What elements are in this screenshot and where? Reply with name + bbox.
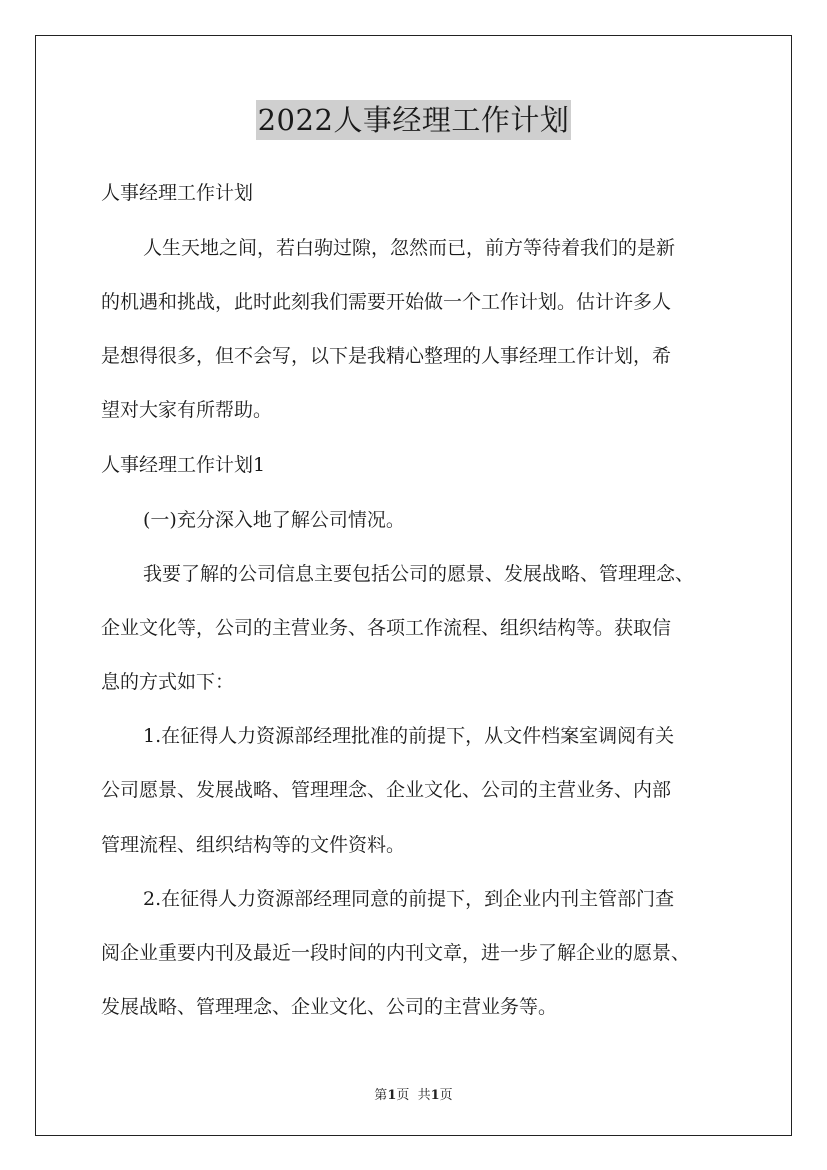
paragraph-line: 1.在征得人力资源部经理批准的前提下，从文件档案室调阅有关 — [143, 725, 675, 747]
paragraph-line: 发展战略、管理理念、企业文化、公司的主营业务等。 — [101, 996, 558, 1018]
paragraph-line: 是想得很多，但不会写，以下是我精心整理的人事经理工作计划，希 — [101, 345, 672, 367]
footer-page-number: 1 — [387, 1088, 397, 1103]
paragraph-line: 人生天地之间，若白驹过隙，忽然而已，前方等待着我们的是新 — [143, 237, 676, 259]
document-title: 2022人事经理工作计划 — [256, 100, 572, 140]
footer-suffix: 页 — [439, 1088, 453, 1103]
paragraph-line: 2.在征得人力资源部经理同意的前提下，到企业内刊主管部门查 — [143, 888, 675, 910]
paragraph-line: 望对大家有所帮助。 — [101, 399, 273, 421]
paragraph-line: 管理流程、组织结构等的文件资料。 — [101, 834, 406, 856]
section-heading: 人事经理工作计划1 — [101, 454, 266, 476]
footer-prefix: 第 — [374, 1088, 388, 1103]
footer-total-pages: 1 — [430, 1088, 440, 1103]
paragraph-line: 我要了解的公司信息主要包括公司的愿景、发展战略、管理理念、 — [143, 563, 695, 585]
paragraph-line: 企业文化等，公司的主营业务、各项工作流程、组织结构等。获取信 — [101, 617, 672, 639]
paragraph-line: 公司愿景、发展战略、管理理念、企业文化、公司的主营业务、内部 — [101, 779, 672, 801]
section-heading: 人事经理工作计划 — [101, 182, 254, 204]
paragraph-line: 息的方式如下： — [101, 671, 235, 693]
page-footer — [0, 1084, 827, 1103]
title-container — [0, 100, 827, 140]
footer-mid: 页 共 — [396, 1088, 431, 1103]
paragraph-line: 阅企业重要内刊及最近一段时间的内刊文章，进一步了解企业的愿景、 — [101, 942, 691, 964]
paragraph-line: 的机遇和挑战，此时此刻我们需要开始做一个工作计划。估计许多人 — [101, 291, 672, 313]
paragraph-line: (一)充分深入地了解公司情况。 — [143, 509, 405, 531]
